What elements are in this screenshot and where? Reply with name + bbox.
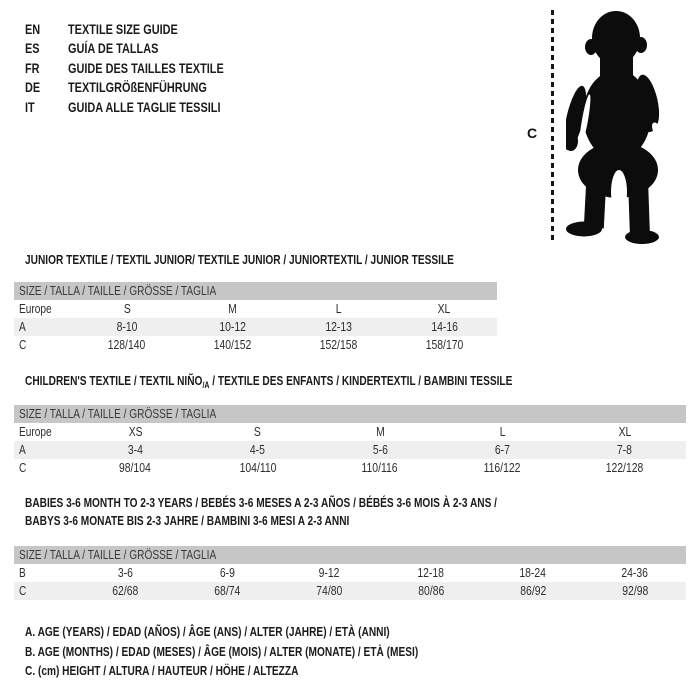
language-code-text: EN — [25, 20, 41, 37]
footnote-text: C. (cm) HEIGHT / ALTURA / HAUTEUR / HÖHE / ALTEZZA — [25, 663, 299, 678]
size-cell-text: 158/170 — [425, 337, 463, 352]
row-label — [14, 300, 74, 318]
size-cell — [584, 582, 686, 600]
size-cell — [180, 318, 286, 336]
footnote-legend — [25, 622, 529, 681]
size-cell-text: 5-6 — [372, 442, 388, 457]
size-cell-text: 86/92 — [519, 583, 547, 598]
row-label — [14, 564, 74, 582]
size-cell — [74, 582, 176, 600]
height-label-text: C — [527, 125, 538, 141]
size-cell — [391, 300, 497, 318]
size-cell — [441, 441, 563, 459]
row-label — [14, 441, 74, 459]
footnote-line — [25, 622, 529, 642]
size-cell — [482, 582, 584, 600]
language-row — [25, 58, 268, 78]
section-title-run: BABIES 3-6 MONTH TO 2-3 YEARS / BEBÉS 3-6 MESES A 2-3 AÑOS / BÉBÉS 3-6 MOIS À 2-3 ANS / — [25, 495, 497, 510]
size-cell — [319, 459, 441, 477]
size-cell — [380, 582, 482, 600]
row-label-text: A — [19, 319, 26, 334]
size-cell — [391, 318, 497, 336]
size-header-text: SIZE / TALLA / TAILLE / GRÖSSE / TAGLIA — [19, 406, 217, 421]
size-cell-text: 110/116 — [361, 460, 399, 475]
size-cell-text: 62/68 — [111, 583, 139, 598]
table-row — [14, 459, 686, 477]
size-cell — [196, 459, 318, 477]
size-cell-text: XS — [128, 424, 143, 439]
size-cell — [74, 564, 176, 582]
toddler-silhouette-icon — [566, 8, 690, 248]
size-cell-text: 4-5 — [250, 442, 266, 457]
size-cell-text: 10-12 — [219, 319, 246, 334]
section-title-line — [25, 512, 630, 530]
language-list — [25, 19, 268, 117]
size-cell — [74, 318, 180, 336]
size-cell-text: 152/158 — [319, 337, 358, 352]
section-title-run: BABYS 3-6 MONATE BIS 2-3 JAHRE / BAMBINI 3-6 MESI A 2-3 ANNI — [25, 513, 350, 528]
size-cell-text: 3-4 — [127, 442, 143, 457]
size-cell-text: 12-18 — [417, 565, 445, 580]
language-label-text: TEXTILE SIZE GUIDE — [68, 20, 178, 37]
language-label-text: GUÍA DE TALLAS — [68, 40, 159, 57]
size-cell-text: 7-8 — [617, 442, 633, 457]
size-cell — [176, 582, 278, 600]
size-cell — [286, 300, 392, 318]
size-cell-text: S — [254, 424, 262, 439]
height-dashed-line — [551, 10, 554, 243]
size-header-bar — [14, 405, 686, 423]
size-cell-text: L — [499, 424, 506, 439]
language-row — [25, 39, 268, 59]
section-title-line — [25, 251, 575, 269]
size-cell-text: XL — [437, 301, 451, 316]
language-label-text: GUIDE DES TAILLES TEXTILE — [68, 59, 224, 76]
size-cell — [564, 423, 686, 441]
section-title-text — [25, 372, 512, 394]
language-row — [25, 19, 268, 39]
size-cell — [196, 441, 318, 459]
table-row — [14, 582, 686, 600]
language-code-text: FR — [25, 59, 40, 76]
size-cell-text: M — [375, 424, 385, 439]
language-row — [25, 78, 268, 98]
size-cell-text: 80/86 — [417, 583, 445, 598]
size-cell — [391, 336, 497, 354]
height-label-c — [527, 125, 537, 141]
footnote-line — [25, 661, 529, 681]
size-table — [14, 282, 497, 354]
language-code-text: ES — [25, 40, 40, 57]
row-label-text: Europe — [19, 424, 52, 439]
section-title-run: CHILDREN'S TEXTILE / TEXTIL NIÑO — [25, 373, 203, 388]
row-label-text: B — [19, 565, 26, 580]
size-cell — [286, 336, 392, 354]
row-label-text: Europe — [19, 301, 52, 316]
size-cell — [278, 582, 380, 600]
size-cell — [180, 300, 286, 318]
section-title-run: /A — [202, 380, 210, 390]
size-cell-text: 9-12 — [318, 565, 340, 580]
row-label — [14, 582, 74, 600]
size-cell — [482, 564, 584, 582]
size-cell-text: 140/152 — [213, 337, 252, 352]
row-label — [14, 318, 74, 336]
size-cell-text: 12-13 — [325, 319, 352, 334]
table-row — [14, 423, 686, 441]
language-code — [25, 40, 68, 56]
size-cell-text: 116/122 — [484, 460, 521, 475]
size-cell-text: 24-36 — [621, 565, 649, 580]
size-cell-text: 92/98 — [621, 583, 649, 598]
size-cell-text: 74/80 — [315, 583, 343, 598]
size-cell-text: 98/104 — [119, 460, 152, 475]
section-title-line — [25, 494, 630, 512]
language-label — [68, 40, 184, 56]
section-title-text — [25, 251, 454, 269]
size-cell — [278, 564, 380, 582]
language-row — [25, 97, 268, 117]
row-label-text: C — [19, 337, 27, 352]
language-label-text: TEXTILGRÖßENFÜHRUNG — [68, 79, 207, 96]
size-cell-text: 68/74 — [213, 583, 241, 598]
language-code — [25, 60, 68, 76]
language-label-text: GUIDA ALLE TAGLIE TESSILI — [68, 98, 221, 115]
size-cell-text: S — [123, 301, 131, 316]
size-cell — [584, 564, 686, 582]
size-header-text: SIZE / TALLA / TAILLE / GRÖSSE / TAGLIA — [19, 283, 217, 298]
section-title-line — [25, 372, 650, 390]
language-label — [68, 60, 268, 76]
row-label-text: C — [19, 583, 27, 598]
size-cell — [564, 459, 686, 477]
size-header-bar — [14, 546, 686, 564]
language-code — [25, 21, 68, 37]
size-header-bar — [14, 282, 497, 300]
table-row — [14, 336, 497, 354]
row-label-text: C — [19, 460, 27, 475]
size-cell — [196, 423, 318, 441]
size-cell — [564, 441, 686, 459]
row-label — [14, 336, 74, 354]
size-cell-text: 104/110 — [239, 460, 277, 475]
footnote-text: B. AGE (MONTHS) / EDAD (MESES) / ÂGE (MOIS) / ALTER (MONATE) / ETÀ (MESI) — [25, 643, 419, 659]
section-title — [25, 372, 650, 390]
section-title — [25, 494, 630, 530]
size-cell — [176, 564, 278, 582]
table-row — [14, 564, 686, 582]
language-code-text: IT — [25, 98, 35, 115]
size-cell-text: 14-16 — [430, 319, 458, 334]
language-code — [25, 79, 68, 95]
row-label-text: A — [19, 442, 26, 457]
size-header-text: SIZE / TALLA / TAILLE / GRÖSSE / TAGLIA — [19, 547, 217, 562]
row-label — [14, 459, 74, 477]
table-row — [14, 441, 686, 459]
size-cell-text: 128/140 — [108, 337, 146, 352]
size-cell-text: M — [228, 301, 237, 316]
language-label — [68, 99, 263, 115]
size-cell-text: 6-9 — [219, 565, 235, 580]
language-code-text: DE — [25, 79, 41, 96]
size-cell — [74, 441, 196, 459]
size-cell — [319, 423, 441, 441]
size-cell-text: 6-7 — [494, 442, 510, 457]
section-title-run: JUNIOR TEXTILE / TEXTIL JUNIOR/ TEXTILE JUNIOR / JUNIORTEXTIL / JUNIOR TESSILE — [25, 252, 454, 267]
section-title — [25, 251, 575, 269]
size-cell — [441, 423, 563, 441]
footnote-text: A. AGE (YEARS) / EDAD (AÑOS) / ÂGE (ANS) / ALTER (JAHRE) / ETÀ (ANNI) — [25, 624, 390, 639]
footnote-line — [25, 642, 529, 662]
size-table — [14, 405, 686, 477]
size-cell-text: XL — [618, 424, 632, 439]
section-title-text — [25, 512, 349, 530]
language-code — [25, 99, 68, 115]
size-cell-text: L — [335, 301, 342, 316]
section-title-run: / TEXTILE DES ENFANTS / KINDERTEXTIL / BAMBINI TESSILE — [209, 373, 513, 388]
table-row — [14, 318, 497, 336]
size-cell — [74, 300, 180, 318]
size-cell — [74, 336, 180, 354]
table-row — [14, 300, 497, 318]
row-label — [14, 423, 74, 441]
size-cell-text: 3-6 — [117, 565, 133, 580]
size-cell-text: 122/128 — [606, 460, 644, 475]
language-label — [68, 79, 246, 95]
size-cell — [180, 336, 286, 354]
size-cell — [74, 459, 196, 477]
size-cell — [380, 564, 482, 582]
size-cell — [319, 441, 441, 459]
size-table — [14, 546, 686, 600]
size-cell — [74, 423, 196, 441]
language-label — [68, 21, 209, 37]
size-cell — [441, 459, 563, 477]
size-cell-text: 8-10 — [116, 319, 138, 334]
section-title-text — [25, 494, 497, 512]
size-cell-text: 18-24 — [519, 565, 547, 580]
size-cell — [286, 318, 392, 336]
